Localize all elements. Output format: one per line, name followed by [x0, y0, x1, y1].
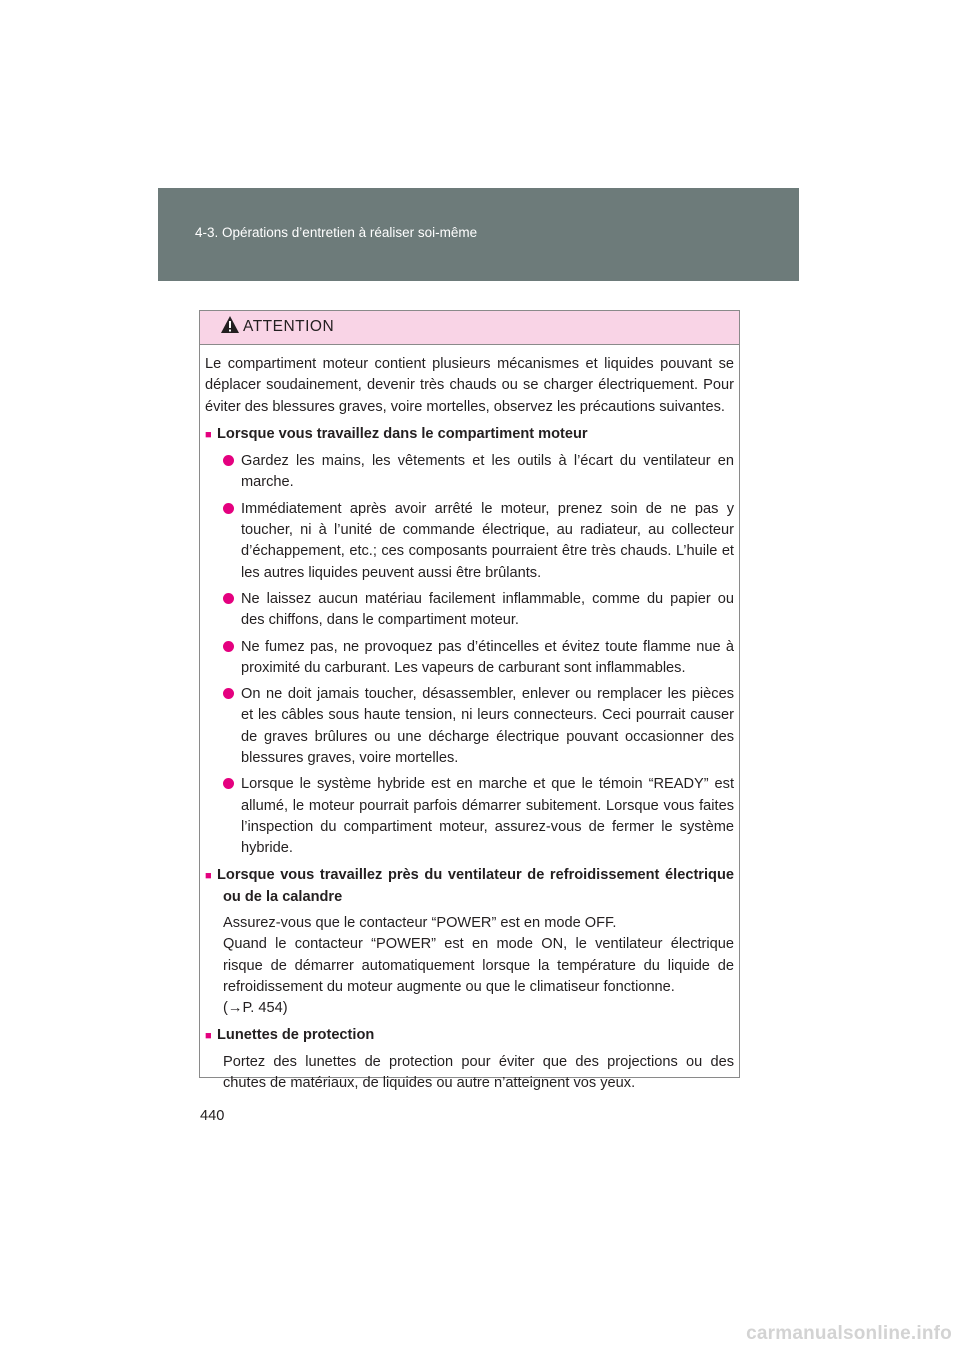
section-heading-fan: ■Lorsque vous travaillez près du ventilateur de refroidissement électrique ou de la calandre	[205, 865, 734, 909]
warning-triangle-icon	[220, 315, 240, 339]
fan-line-2: Quand le contacteur “POWER” est en mode ON, le ventilateur électrique risque de démarrer automatiquement lorsque la température du liquide de refroidissement du moteur augmente ou que le climatiseur fonctionne.	[223, 936, 734, 996]
round-bullet-icon	[223, 774, 241, 795]
list-item: Ne fumez pas, ne provoquez pas d’étincelles et évitez toute flamme nue à proximité du carburant. Les vapeurs de carburant sont inflammables.	[205, 637, 734, 680]
list-item: Gardez les mains, les vêtements et les outils à l’écart du ventilateur en marche.	[205, 451, 734, 494]
list-item: On ne doit jamais toucher, désassembler, enlever ou remplacer les pièces et les câbles sous haute tension, ni leurs connecteurs. Ceci pourrait causer de graves brûlures ou une décharge électrique pouvant occasionner des blessures graves, voire mortelles.	[205, 684, 734, 769]
warning-intro: Le compartiment moteur contient plusieurs mécanismes et liquides pouvant se déplacer soudainement, devenir très chauds ou se charger électriquement. Pour éviter des blessures graves, voire mortelles, observez les précautions suivantes.	[205, 356, 734, 415]
warning-box	[199, 310, 740, 1092]
fan-paragraph	[205, 913, 734, 1019]
page-number: 440	[200, 1108, 225, 1124]
round-bullet-icon	[223, 637, 241, 658]
round-bullet-icon	[223, 451, 241, 472]
square-bullet-icon	[205, 1025, 217, 1047]
list-item: Lorsque le système hybride est en marche et que le témoin “READY” est allumé, le moteur pourrait parfois démarrer subitement. Lorsque vous faites l’inspection du compartiment moteur, assurez-vous de fermer le système hybride.	[205, 774, 734, 859]
round-bullet-icon	[223, 589, 241, 610]
list-item: Ne laissez aucun matériau facilement inflammable, comme du papier ou des chiffons, dans le compartiment moteur.	[205, 589, 734, 632]
warning-header	[200, 311, 739, 345]
section-heading-goggles: ■Lunettes de protection	[205, 1025, 734, 1047]
section-title: 4-3. Opérations d’entretien à réaliser soi-même	[195, 225, 478, 240]
list-item: Immédiatement après avoir arrêté le moteur, prenez soin de ne pas y toucher, ni à l’unité de commande électrique, au radiateur, au collecteur d’échappement, etc.; ces composants pourraient être très chauds. L’huile et les autres liquides peuvent aussi être brûlants.	[205, 499, 734, 584]
round-bullet-icon	[223, 684, 241, 705]
warning-body	[200, 345, 739, 1095]
section-header	[158, 188, 799, 281]
page-reference-link[interactable]: (→P. 454)	[223, 1000, 288, 1017]
square-bullet-icon	[205, 865, 217, 887]
fan-line-1: Assurez-vous que le contacteur “POWER” est en mode OFF.	[223, 915, 617, 932]
warning-title: ATTENTION	[243, 318, 335, 335]
watermark: carmanualsonline.info	[746, 1323, 952, 1344]
round-bullet-icon	[223, 499, 241, 520]
goggles-paragraph: Portez des lunettes de protection pour éviter que des projections ou des chutes de matériaux, de liquides ou autre n’atteignent vos yeux.	[223, 1053, 734, 1092]
section-heading-engine: ■Lorsque vous travaillez dans le compartiment moteur	[205, 424, 734, 446]
square-bullet-icon	[205, 424, 217, 446]
